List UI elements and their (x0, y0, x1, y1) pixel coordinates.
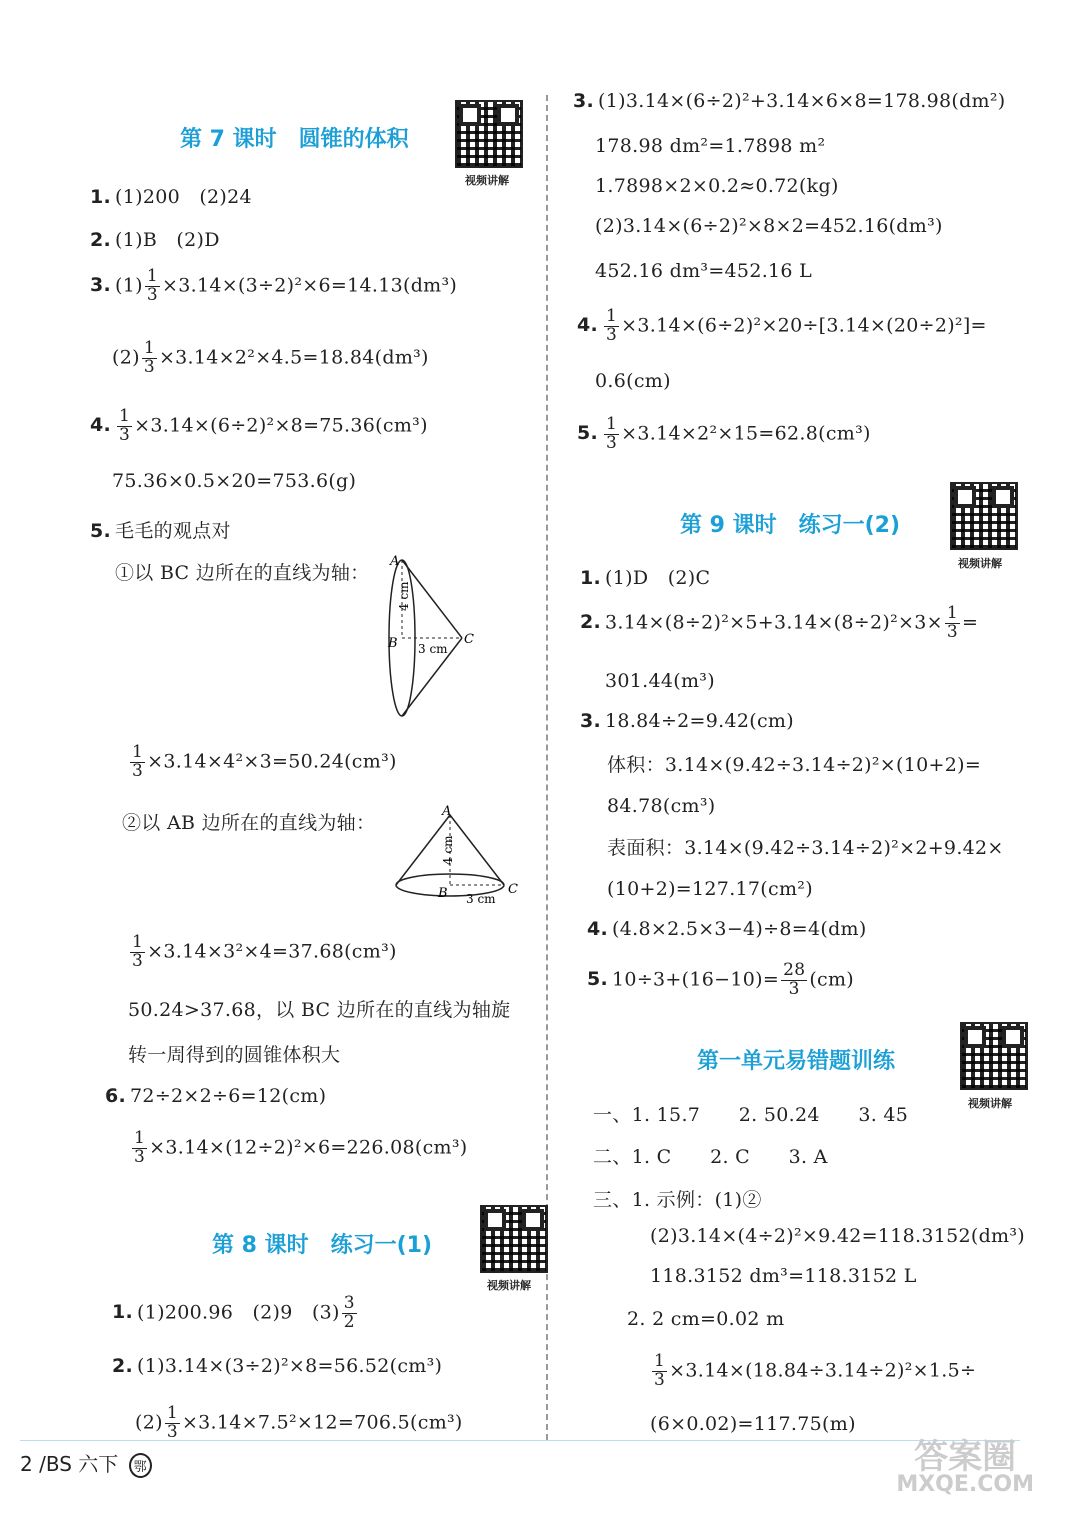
lesson-9-title: 第 9 课时 练习一(2) (680, 513, 901, 538)
answer-5a-calc: $\frac{1}{3}$ ×3.14×4²×3=50.24(cm³) (132, 742, 397, 781)
answer-3a: 3. (1) $\frac{1}{3}$ ×3.14×(3÷2)²×6=14.13(dm³) (90, 266, 458, 305)
answer-3c-right: 1.7898×2×0.2≈0.72(kg) (595, 175, 839, 197)
svg-text:A: A (390, 555, 400, 569)
lesson-9-answer-5: 5. 10÷3+(16−10)= $\frac{28}{3}$ (cm) (587, 960, 854, 999)
qr-label: 视频讲解 (465, 174, 509, 187)
answer-4b: 75.36×0.5×20=753.6(g) (112, 470, 357, 492)
lesson-9-answer-2: 2. 3.14×(8÷2)²×5+3.14×(8÷2)²×3× $\frac{1}{3}$ = (580, 603, 979, 642)
svg-text:C: C (508, 882, 518, 897)
lesson-9-answer-3b: 体积：3.14×(9.42÷3.14÷2)²×(10+2)= (607, 754, 982, 776)
review-answer-1: 一、1. 15.7 2. 50.24 3. 45 (593, 1104, 909, 1126)
qr-label: 视频讲解 (487, 1279, 531, 1292)
review-answer-3e: $\frac{1}{3}$ ×3.14×(18.84÷3.14÷2)²×1.5÷ (654, 1351, 977, 1390)
qr-code-icon[interactable] (455, 100, 523, 168)
lesson-9-answer-1: 1. (1)D (2)C (580, 567, 711, 589)
lesson-8-answer-1: 1. (1)200.96 (2)9 (3) $\frac{3}{2}$ (112, 1293, 355, 1332)
lesson-9-answer-3e: (10+2)=127.17(cm²) (607, 878, 813, 900)
lesson-9-answer-4: 4. (4.8×2.5×3−4)÷8=4(dm) (587, 918, 867, 940)
answer-4a: 4. $\frac{1}{3}$ ×3.14×(6÷2)²×8=75.36(cm³) (90, 406, 428, 445)
answer-3d-right: (2)3.14×(6÷2)²×8×2=452.16(dm³) (595, 215, 943, 237)
answer-5-right: 5. $\frac{1}{3}$ ×3.14×2²×15=62.8(cm³) (577, 414, 871, 453)
answer-6: 6. 72÷2×2÷6=12(cm) (105, 1085, 327, 1107)
qr-code-icon[interactable] (960, 1022, 1028, 1090)
answer-4b-right: 0.6(cm) (595, 370, 671, 392)
edition-badge: 鄂 (129, 1453, 152, 1478)
answer-6b: $\frac{1}{3}$ ×3.14×(12÷2)²×6=226.08(cm³) (134, 1128, 468, 1167)
answer-5b-calc: $\frac{1}{3}$ ×3.14×3²×4=37.68(cm³) (132, 932, 397, 971)
review-answer-3c: 118.3152 dm³=118.3152 L (650, 1265, 917, 1287)
svg-text:C: C (464, 632, 474, 647)
answer-3a-right: 3. (1)3.14×(6÷2)²+3.14×6×8=178.98(dm²) (573, 90, 1006, 112)
qr-code-icon[interactable] (950, 482, 1018, 550)
lesson-8-answer-2: 2. (1)3.14×(3÷2)²×8=56.52(cm³) (112, 1355, 443, 1377)
answer-5b: ②以 AB 边所在的直线为轴： (122, 812, 376, 834)
svg-text:4 cm: 4 cm (397, 581, 411, 611)
svg-text:A: A (442, 805, 452, 819)
answer-4a-right: 4. $\frac{1}{3}$ ×3.14×(6÷2)²×20÷[3.14×(20÷2)²]= (577, 306, 987, 345)
cone-figure-ab-axis (390, 805, 530, 905)
review-answer-2: 二、1. C 2. C 3. A (593, 1146, 828, 1168)
answer-5c: 50.24>37.68，以 BC 边所在的直线为轴旋 (128, 999, 511, 1021)
answer-5d: 转一周得到的圆锥体积大 (128, 1044, 341, 1066)
lesson-7-title: 第 7 课时 圆锥的体积 (180, 127, 409, 152)
review-answer-3b: (2)3.14×(4÷2)²×9.42=118.3152(dm³) (650, 1225, 1026, 1247)
lesson-9-answer-3: 3. 18.84÷2=9.42(cm) (580, 710, 794, 732)
qr-label: 视频讲解 (958, 557, 1002, 570)
review-answer-3: 三、1. 示例：(1)② (593, 1189, 762, 1211)
answer-3b: (2) $\frac{1}{3}$ ×3.14×2²×4.5=18.84(dm³) (112, 338, 429, 377)
page-footer (20, 1448, 152, 1478)
svg-text:4 cm: 4 cm (441, 835, 455, 865)
lesson-9-answer-2b: 301.44(m³) (605, 670, 715, 692)
footer-rule (20, 1440, 1020, 1441)
answer-1: 1. (1)200 (2)24 (90, 186, 252, 208)
lesson-8-title: 第 8 课时 练习一(1) (212, 1233, 433, 1258)
svg-text:3 cm: 3 cm (466, 892, 496, 905)
answer-5a: ①以 BC 边所在的直线为轴： (115, 562, 370, 584)
page-number: 2 /BS 六下 (20, 1452, 119, 1476)
watermark: 答案圈 MXQE.COM (896, 1437, 1034, 1497)
answer-3b-right: 178.98 dm²=1.7898 m² (595, 135, 826, 157)
answer-2: 2. (1)B (2)D (90, 229, 220, 251)
svg-text:3 cm: 3 cm (418, 642, 448, 656)
qr-code-icon[interactable] (480, 1205, 548, 1273)
unit-1-review-title: 第一单元易错题训练 (697, 1049, 896, 1074)
answer-5: 5. 毛毛的观点对 (90, 520, 231, 542)
answer-3e-right: 452.16 dm³=452.16 L (595, 260, 813, 282)
cone-figure-bc-axis (380, 555, 500, 725)
svg-text:B: B (388, 636, 398, 651)
review-answer-3d: 2. 2 cm=0.02 m (627, 1308, 785, 1330)
lesson-8-answer-2b: (2) $\frac{1}{3}$ ×3.14×7.5²×12=706.5(cm³) (135, 1403, 463, 1442)
qr-label: 视频讲解 (968, 1097, 1012, 1110)
review-answer-3f: (6×0.02)=117.75(m) (650, 1413, 856, 1435)
lesson-9-answer-3d: 表面积：3.14×(9.42÷3.14÷2)²×2+9.42× (607, 837, 1004, 859)
lesson-9-answer-3c: 84.78(cm³) (607, 795, 716, 817)
svg-text:B: B (438, 886, 448, 901)
